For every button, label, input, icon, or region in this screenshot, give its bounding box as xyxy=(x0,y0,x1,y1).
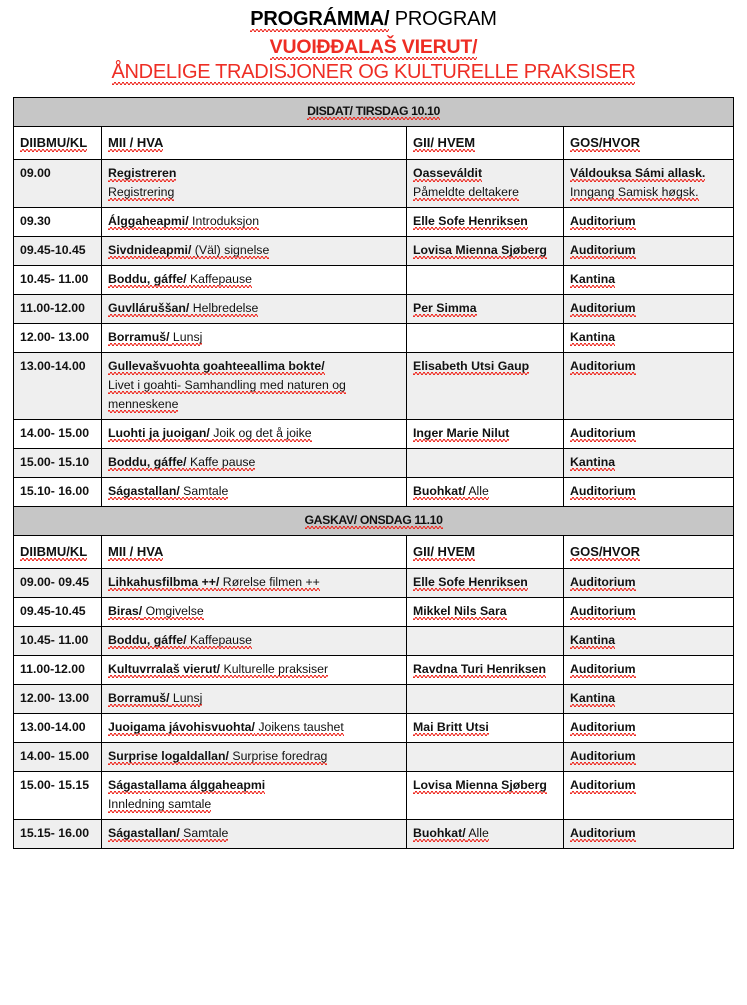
column-header-where: GOS/HVOR xyxy=(564,127,734,160)
cell-where: Kantina xyxy=(564,266,734,295)
cell-who xyxy=(407,743,564,772)
cell-what: Luohti ja juoigan/ Joik og det å joike xyxy=(102,420,407,449)
cell-time: 14.00- 15.00 xyxy=(14,743,102,772)
column-header-row xyxy=(14,536,734,569)
cell-time: 09.30 xyxy=(14,208,102,237)
schedule-row xyxy=(14,714,734,743)
document-titles xyxy=(0,0,747,85)
cell-where: Kantina xyxy=(564,324,734,353)
cell-what: Gullevašvuohta goahteeallima bokte/ Livet i goahti- Samhandling med naturen og menneskene xyxy=(102,353,407,420)
cell-who xyxy=(407,324,564,353)
schedule-row xyxy=(14,160,734,208)
cell-time: 15.00- 15.10 xyxy=(14,449,102,478)
cell-what: Borramuš/ Lunsj xyxy=(102,685,407,714)
cell-where: Auditorium xyxy=(564,569,734,598)
schedule-row xyxy=(14,598,734,627)
cell-who: Inger Marie Nilut xyxy=(407,420,564,449)
cell-where: Auditorium xyxy=(564,743,734,772)
cell-who: Elle Sofe Henriksen xyxy=(407,208,564,237)
cell-where: Auditorium xyxy=(564,295,734,324)
schedule-row xyxy=(14,478,734,507)
cell-what: Registreren Registrering xyxy=(102,160,407,208)
cell-what: Juoigama jávohisvuohta/ Joikens taushet xyxy=(102,714,407,743)
main-title xyxy=(0,6,747,32)
cell-where: Kantina xyxy=(564,627,734,656)
cell-where: Váldouksa Sámi allask. Inngang Samisk høgsk. xyxy=(564,160,734,208)
cell-time: 11.00-12.00 xyxy=(14,656,102,685)
cell-what: Ságastallan/ Samtale xyxy=(102,820,407,849)
cell-who: Mai Britt Utsi xyxy=(407,714,564,743)
cell-what: Guvlláruššan/ Helbredelse xyxy=(102,295,407,324)
schedule-row xyxy=(14,685,734,714)
column-header-who: GII/ HVEM xyxy=(407,536,564,569)
day-banner-1: DISDAT/ TIRSDAG 10.10 xyxy=(14,98,734,127)
column-header-time: DIIBMU/KL xyxy=(14,127,102,160)
cell-what: Lihkahusfilbma ++/ Rørelse filmen ++ xyxy=(102,569,407,598)
subtitle-sami xyxy=(0,35,747,60)
cell-where: Auditorium xyxy=(564,772,734,820)
cell-what: Boddu, gáffe/ Kaffe pause xyxy=(102,449,407,478)
cell-what: Sivdnideapmi/ (Väl) signelse xyxy=(102,237,407,266)
cell-time: 09.00 xyxy=(14,160,102,208)
cell-time: 11.00-12.00 xyxy=(14,295,102,324)
day-banner-row xyxy=(14,507,734,536)
cell-time: 15.00- 15.15 xyxy=(14,772,102,820)
cell-who xyxy=(407,685,564,714)
cell-what: Surprise logaldallan/ Surprise foredrag xyxy=(102,743,407,772)
cell-where: Kantina xyxy=(564,685,734,714)
schedule-row xyxy=(14,420,734,449)
schedule-row xyxy=(14,237,734,266)
cell-who: Per Simma xyxy=(407,295,564,324)
cell-where: Auditorium xyxy=(564,237,734,266)
cell-time: 10.45- 11.00 xyxy=(14,627,102,656)
column-header-what: MII / HVA xyxy=(102,536,407,569)
cell-who xyxy=(407,266,564,295)
cell-who: Buohkat/ Alle xyxy=(407,478,564,507)
cell-time: 12.00- 13.00 xyxy=(14,685,102,714)
day-banner-row xyxy=(14,98,734,127)
cell-what: Boddu, gáffe/ Kaffepause xyxy=(102,266,407,295)
subtitle-norwegian xyxy=(0,60,747,85)
program-table-body xyxy=(14,98,734,849)
cell-who: Elisabeth Utsi Gaup xyxy=(407,353,564,420)
cell-who xyxy=(407,627,564,656)
cell-who: Lovisa Mienna Sjøberg xyxy=(407,237,564,266)
schedule-row xyxy=(14,569,734,598)
schedule-row xyxy=(14,656,734,685)
schedule-row xyxy=(14,820,734,849)
subtitle-norwegian-text: ÅNDELIGE TRADISJONER OG KULTURELLE PRAKSISER xyxy=(111,61,636,83)
cell-who: Ravdna Turi Henriksen xyxy=(407,656,564,685)
cell-where: Kantina xyxy=(564,449,734,478)
program-table-wrapper xyxy=(13,97,733,849)
schedule-row xyxy=(14,743,734,772)
cell-time: 15.10- 16.00 xyxy=(14,478,102,507)
schedule-row xyxy=(14,295,734,324)
cell-time: 15.15- 16.00 xyxy=(14,820,102,849)
cell-where: Auditorium xyxy=(564,714,734,743)
cell-what: Ságastallama álggaheapmi Innledning samtale xyxy=(102,772,407,820)
column-header-what: MII / HVA xyxy=(102,127,407,160)
cell-who: Elle Sofe Henriksen xyxy=(407,569,564,598)
cell-what: Kultuvrralaš vierut/ Kulturelle praksiser xyxy=(102,656,407,685)
cell-who: Buohkat/ Alle xyxy=(407,820,564,849)
schedule-row xyxy=(14,324,734,353)
cell-time: 09.00- 09.45 xyxy=(14,569,102,598)
schedule-row xyxy=(14,627,734,656)
cell-time: 09.45-10.45 xyxy=(14,598,102,627)
cell-where: Auditorium xyxy=(564,656,734,685)
cell-time: 13.00-14.00 xyxy=(14,714,102,743)
cell-where: Auditorium xyxy=(564,353,734,420)
main-title-norwegian: PROGRAM xyxy=(389,8,497,30)
cell-time: 09.45-10.45 xyxy=(14,237,102,266)
main-title-sami: PROGRÁMMA/ xyxy=(250,8,390,30)
cell-time: 10.45- 11.00 xyxy=(14,266,102,295)
cell-what: Biras/ Omgivelse xyxy=(102,598,407,627)
schedule-row xyxy=(14,353,734,420)
cell-what: Ságastallan/ Samtale xyxy=(102,478,407,507)
program-table xyxy=(13,97,734,849)
cell-time: 14.00- 15.00 xyxy=(14,420,102,449)
schedule-row xyxy=(14,266,734,295)
column-header-where: GOS/HVOR xyxy=(564,536,734,569)
cell-where: Auditorium xyxy=(564,598,734,627)
cell-where: Auditorium xyxy=(564,478,734,507)
cell-time: 13.00-14.00 xyxy=(14,353,102,420)
column-header-row xyxy=(14,127,734,160)
cell-who xyxy=(407,449,564,478)
schedule-row xyxy=(14,449,734,478)
schedule-row xyxy=(14,208,734,237)
cell-where: Auditorium xyxy=(564,820,734,849)
day-banner-2: GASKAV/ ONSDAG 11.10 xyxy=(14,507,734,536)
cell-what: Álggaheapmi/ Introduksjon xyxy=(102,208,407,237)
schedule-row xyxy=(14,772,734,820)
cell-where: Auditorium xyxy=(564,208,734,237)
cell-what: Boddu, gáffe/ Kaffepause xyxy=(102,627,407,656)
subtitle-sami-text: VUOIĐĐALAŠ VIERUT/ xyxy=(269,36,478,58)
cell-who: Mikkel Nils Sara xyxy=(407,598,564,627)
cell-who: Oasseváldit Påmeldte deltakere xyxy=(407,160,564,208)
column-header-time: DIIBMU/KL xyxy=(14,536,102,569)
cell-time: 12.00- 13.00 xyxy=(14,324,102,353)
cell-where: Auditorium xyxy=(564,420,734,449)
cell-who: Lovisa Mienna Sjøberg xyxy=(407,772,564,820)
cell-what: Borramuš/ Lunsj xyxy=(102,324,407,353)
column-header-who: GII/ HVEM xyxy=(407,127,564,160)
